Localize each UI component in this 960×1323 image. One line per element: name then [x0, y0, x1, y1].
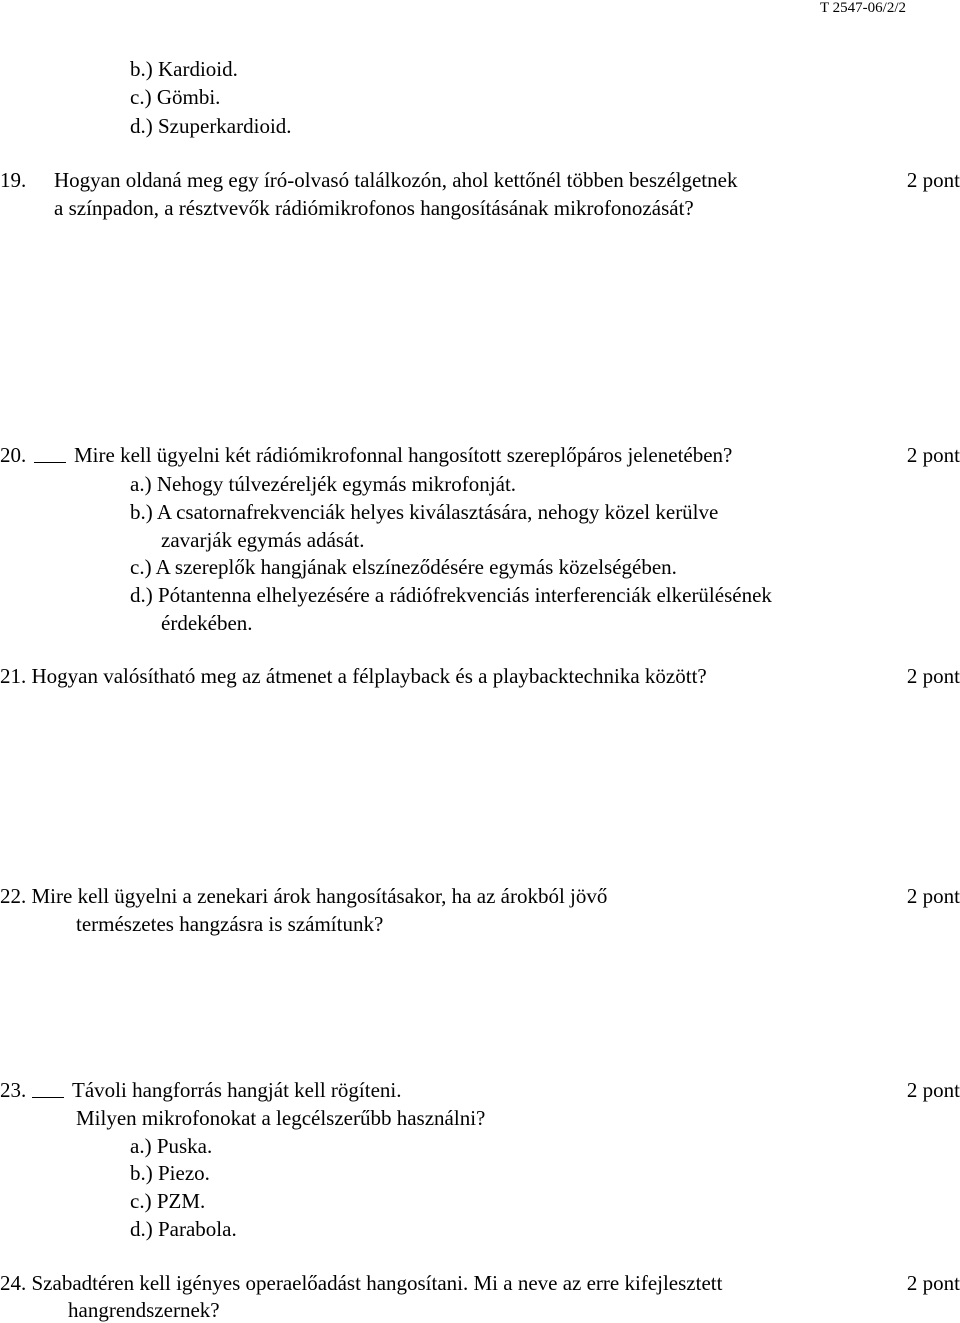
- q19-points: 2 pont: [906, 168, 960, 192]
- q23-number: 23.: [0, 1078, 27, 1102]
- q24-question-line2: hangrendszernek?: [68, 1298, 220, 1322]
- q22-points: 2 pont: [906, 884, 960, 908]
- q23-option-c: c.) PZM.: [130, 1189, 206, 1213]
- q19-question-line2: a színpadon, a résztvevők rádiómikrofonos hangosításának mikrofonozását?: [54, 196, 694, 220]
- q18-option-d: d.) Szuperkardioid.: [130, 114, 292, 138]
- q21-question: 21. Hogyan valósítható meg az átmenet a félplayback és a playbacktechnika között?: [0, 664, 707, 688]
- q21-points: 2 pont: [906, 664, 960, 688]
- q23-question-line1: Távoli hangforrás hangját kell rögíteni.: [72, 1078, 402, 1102]
- q20-option-c: c.) A szereplők hangjának elszíneződésére egymás közelségében.: [130, 555, 677, 579]
- q24-question-line1: 24. Szabadtéren kell igényes operaelőadást hangosítani. Mi a neve az erre kifejlesztett: [0, 1271, 723, 1295]
- q18-option-c: c.) Gömbi.: [130, 85, 221, 109]
- q20-answer-blank[interactable]: [34, 462, 66, 463]
- q22-question-line1: 22. Mire kell ügyelni a zenekari árok hangosításakor, ha az árokból jövő: [0, 884, 608, 908]
- document-code: T 2547-06/2/2: [820, 0, 906, 16]
- q20-number: 20.: [0, 443, 27, 467]
- q23-option-b: b.) Piezo.: [130, 1161, 210, 1185]
- q20-option-a: a.) Nehogy túlvezéreljék egymás mikrofonját.: [130, 472, 517, 496]
- q22-question-line2: természetes hangzásra is számítunk?: [76, 912, 384, 936]
- q18-option-b: b.) Kardioid.: [130, 57, 238, 81]
- q20-option-b-line2: zavarják egymás adását.: [161, 528, 365, 552]
- q19-question-line1: Hogyan oldaná meg egy író-olvasó találkozón, ahol kettőnél többen beszélgetnek: [54, 168, 738, 192]
- q20-option-d-line1: d.) Pótantenna elhelyezésére a rádiófrekvenciás interferenciák elkerülésének: [130, 583, 772, 607]
- q20-points: 2 pont: [906, 443, 960, 467]
- q20-option-b-line1: b.) A csatornafrekvenciák helyes kiválasztására, nehogy közel kerülve: [130, 500, 719, 524]
- q23-points: 2 pont: [906, 1078, 960, 1102]
- q23-answer-blank[interactable]: [32, 1097, 64, 1098]
- q24-points: 2 pont: [906, 1271, 960, 1295]
- q20-option-d-line2: érdekében.: [161, 611, 253, 635]
- q23-question-line2: Milyen mikrofonokat a legcélszerűbb használni?: [76, 1106, 486, 1130]
- q19-number: 19.: [0, 168, 27, 192]
- q23-option-a: a.) Puska.: [130, 1134, 213, 1158]
- q20-question: Mire kell ügyelni két rádiómikrofonnal hangosított szereplőpáros jelenetében?: [74, 443, 733, 467]
- q23-option-d: d.) Parabola.: [130, 1217, 237, 1241]
